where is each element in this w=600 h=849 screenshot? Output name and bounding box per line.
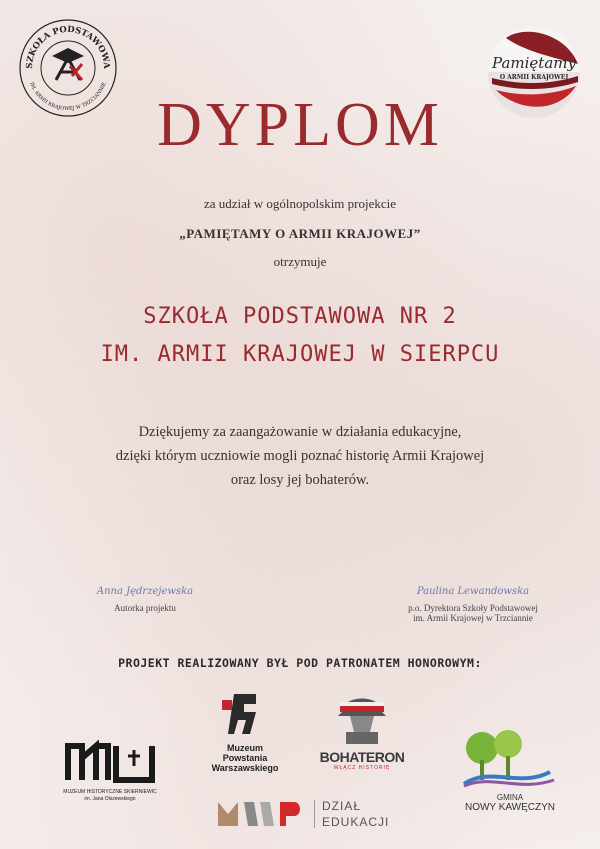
project-logo-line1: Pamiętamy: [492, 54, 576, 72]
signature-director-role-1: p.o. Dyrektora Szkoły Podstawowej: [408, 603, 538, 613]
project-name: „PAMIĘTAMY O ARMII KRAJOWEJ”: [179, 226, 421, 241]
thanks-line-2: dzięki którym uczniowie mogli poznać historię Armii Krajowej: [115, 448, 485, 464]
recipient-line-1: SZKOŁA PODSTAWOWA NR 2: [143, 304, 457, 329]
receives-line: otrzymuje: [273, 254, 327, 269]
thanks-line-3: oraz losy jej bohaterów.: [230, 472, 370, 488]
warsaw-uprising-museum-logo: [200, 690, 290, 780]
project-logo-line2: O ARMII KRAJOWEJ: [499, 74, 569, 81]
bohateron-name: BOHATERON: [319, 749, 405, 765]
seal-top-text: SZKOŁA PODSTAWOWA: [24, 24, 112, 70]
trees-icon: [450, 726, 570, 788]
seal-bottom-text: IM. ARMII KRAJOWEJ W TRZCIANNIE: [28, 81, 108, 113]
signature-director-role-2: im. Armii Krajowej w Trzciannie: [413, 613, 533, 623]
soldier-helmet-icon: [312, 684, 412, 744]
skierniewice-museum-logo: [60, 740, 160, 804]
signature-author: [80, 586, 210, 613]
thanks-text: [0, 420, 600, 492]
bohateron-sub: WŁĄCZ HISTORIĘ: [333, 765, 391, 771]
recipient-name: [0, 298, 600, 374]
ipn-education-logo: [214, 796, 414, 836]
signature-director: [388, 586, 558, 623]
gmina-logo: [450, 726, 570, 826]
uprising-line-2: Powstania: [222, 753, 268, 763]
anchor-icon: [200, 690, 290, 738]
patronage-label: PROJEKT REALIZOWANY BYŁ POD PATRONATEM HONOROWYM:: [118, 656, 482, 670]
bohateron-logo: [312, 684, 412, 774]
intro-line: za udział w ogólnopolskim projekcie: [203, 196, 397, 211]
ipn-dept-line-1: DZIAŁ: [322, 799, 362, 813]
ipn-mark-icon: [214, 796, 304, 832]
ipn-dept-line-2: EDUKACJI: [322, 815, 390, 829]
ipn-divider: [314, 800, 315, 828]
signature-director-name: Paulina Lewandowska: [416, 586, 530, 597]
thanks-line-1: Dziękujemy za zaangażowanie w działania edukacyjne,: [138, 424, 462, 440]
skierniewice-line-1: MUZEUM HISTORYCZNE SKIERNIEWIC: [63, 789, 157, 795]
recipient-line-2: IM. ARMII KRAJOWEJ W SIERPCU: [100, 342, 500, 367]
museum-mark-icon: [60, 740, 160, 784]
uprising-line-3: Warszawskiego: [211, 763, 279, 773]
uprising-line-1: Muzeum: [227, 743, 263, 753]
signature-author-role: Autorka projektu: [114, 603, 176, 613]
gmina-line-1: GMINA: [496, 793, 524, 802]
diploma-title: DYPLOM: [157, 91, 443, 159]
gmina-line-2: NOWY KAWĘCZYN: [464, 802, 555, 813]
signature-author-name: Anna Jędrzejewska: [96, 586, 194, 597]
skierniewice-line-2: im. Jana Olszewskiego: [84, 796, 136, 802]
